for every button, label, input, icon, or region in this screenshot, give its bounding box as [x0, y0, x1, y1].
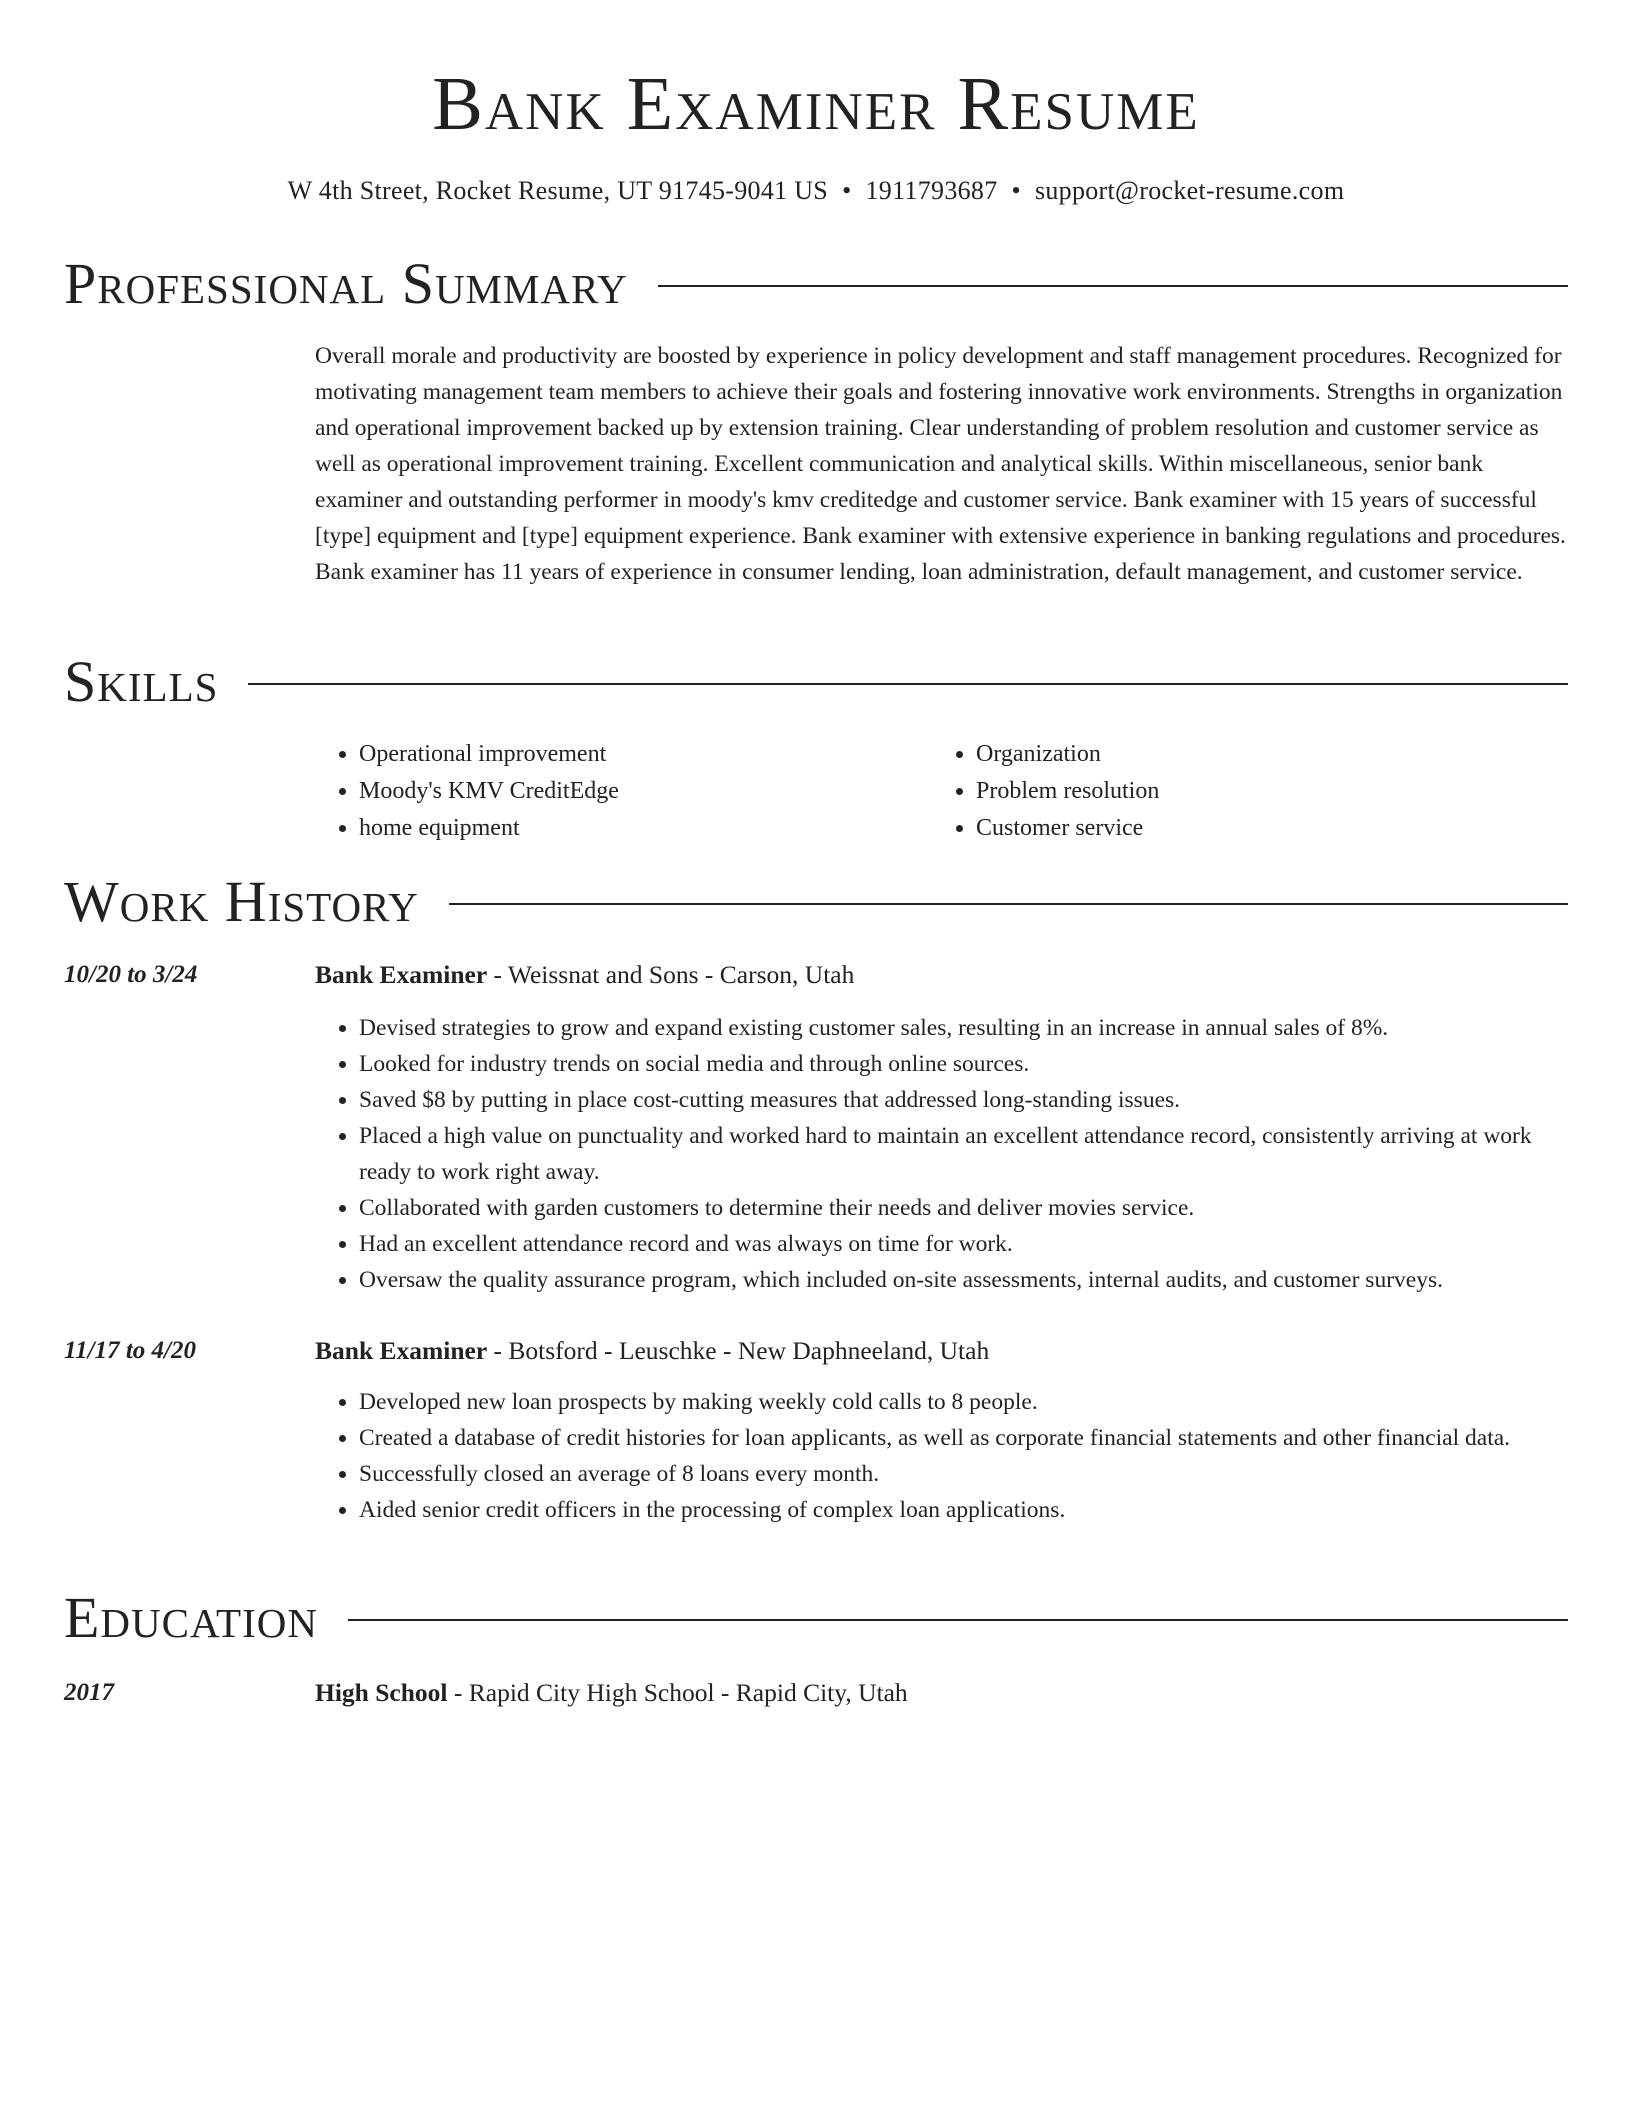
job-dates: 11/17 to 4/20 [64, 1337, 196, 1364]
education-entry [315, 1675, 908, 1711]
section-divider [658, 285, 1568, 287]
job-bullet: • Saved $8 by putting in place cost-cutting measures that addressed long-standing issues. [359, 1082, 1571, 1118]
contact-address: W 4th Street, Rocket Resume, UT 91745-9041 US [287, 176, 829, 205]
summary-heading: Professional Summary [64, 251, 628, 316]
skills-heading: Skills [64, 649, 219, 714]
job-bullet: • Created a database of credit histories for loan applicants, as well as corporate financial statements and other financial data. [359, 1420, 1571, 1456]
education-school: - Rapid City High School - Rapid City, Utah [447, 1678, 908, 1707]
job-bullet: • Collaborated with garden customers to determine their needs and deliver movies service. [359, 1190, 1571, 1226]
work-section-heading [64, 870, 1568, 934]
education-degree: High School [315, 1678, 448, 1707]
summary-text: Overall morale and productivity are boosted by experience in policy development and staff management procedures. Recognized for motivating management team members to achieve their goals and fostering innovative work environments. Strengths in organization and operational improvement backed up by extension training. Clear understanding of problem resolution and customer service as well as operational improvement training. Excellent communication and analytical skills. Within miscellaneous, senior bank examiner and outstanding performer in moody's kmv creditedge and customer service. Bank examiner with 15 years of successful [type] equipment and [type] equipment experience. Bank examiner with extensive experience in banking regulations and procedures. Bank examiner has 11 years of experience in consumer lending, loan administration, default management, and customer service. [315, 343, 1566, 585]
skill-item: • Organization [976, 736, 1576, 773]
job-header [315, 1333, 989, 1369]
skills-section-heading [64, 650, 1568, 714]
contact-line [0, 174, 1632, 208]
job-bullet: • Placed a high value on punctuality and worked hard to maintain an excellent attendance record, consistently arriving at work ready to work right away. [359, 1118, 1571, 1190]
job-bullet-list [315, 1384, 1571, 1528]
section-divider [449, 903, 1568, 905]
job-title: Bank Examiner [315, 1336, 488, 1365]
job-employer: - Botsford - Leuschke - New Daphneeland, Utah [487, 1336, 990, 1365]
skill-item: • home equipment [359, 810, 919, 847]
resume-title: Bank Examiner Resume [432, 62, 1200, 146]
job-bullet-list [315, 1010, 1571, 1298]
section-divider [248, 683, 1568, 685]
contact-phone: 1911793687 [865, 176, 998, 205]
skills-list-right [932, 736, 1576, 847]
job-bullet: • Successfully closed an average of 8 loans every month. [359, 1456, 1571, 1492]
contact-separator: • [842, 176, 852, 205]
job-employer: - Weissnat and Sons - Carson, Utah [487, 960, 855, 989]
education-section-heading [64, 1586, 1568, 1650]
summary-section-heading [64, 252, 1568, 316]
job-bullet: • Oversaw the quality assurance program, which included on-site assessments, internal audits, and customer surveys. [359, 1262, 1571, 1298]
skills-list-left [315, 736, 919, 847]
education-heading: Education [64, 1585, 318, 1650]
section-divider [348, 1619, 1568, 1621]
job-bullet: • Looked for industry trends on social media and through online sources. [359, 1046, 1571, 1082]
skill-item: • Problem resolution [976, 773, 1576, 810]
contact-separator: • [1011, 176, 1021, 205]
contact-email[interactable]: support@rocket-resume.com [1034, 176, 1345, 205]
work-heading: Work History [64, 869, 419, 934]
job-title: Bank Examiner [315, 960, 488, 989]
job-bullet: • Had an excellent attendance record and was always on time for work. [359, 1226, 1571, 1262]
education-year: 2017 [64, 1679, 114, 1706]
skill-item: • Customer service [976, 810, 1576, 847]
job-dates: 10/20 to 3/24 [64, 961, 198, 988]
skill-item: • Moody's KMV CreditEdge [359, 773, 919, 810]
job-bullet: • Devised strategies to grow and expand existing customer sales, resulting in an increase in annual sales of 8%. [359, 1010, 1571, 1046]
job-bullet: • Aided senior credit officers in the processing of complex loan applications. [359, 1492, 1571, 1528]
job-bullet: • Developed new loan prospects by making weekly cold calls to 8 people. [359, 1384, 1571, 1420]
skill-item: • Operational improvement [359, 736, 919, 773]
job-header [315, 957, 854, 993]
